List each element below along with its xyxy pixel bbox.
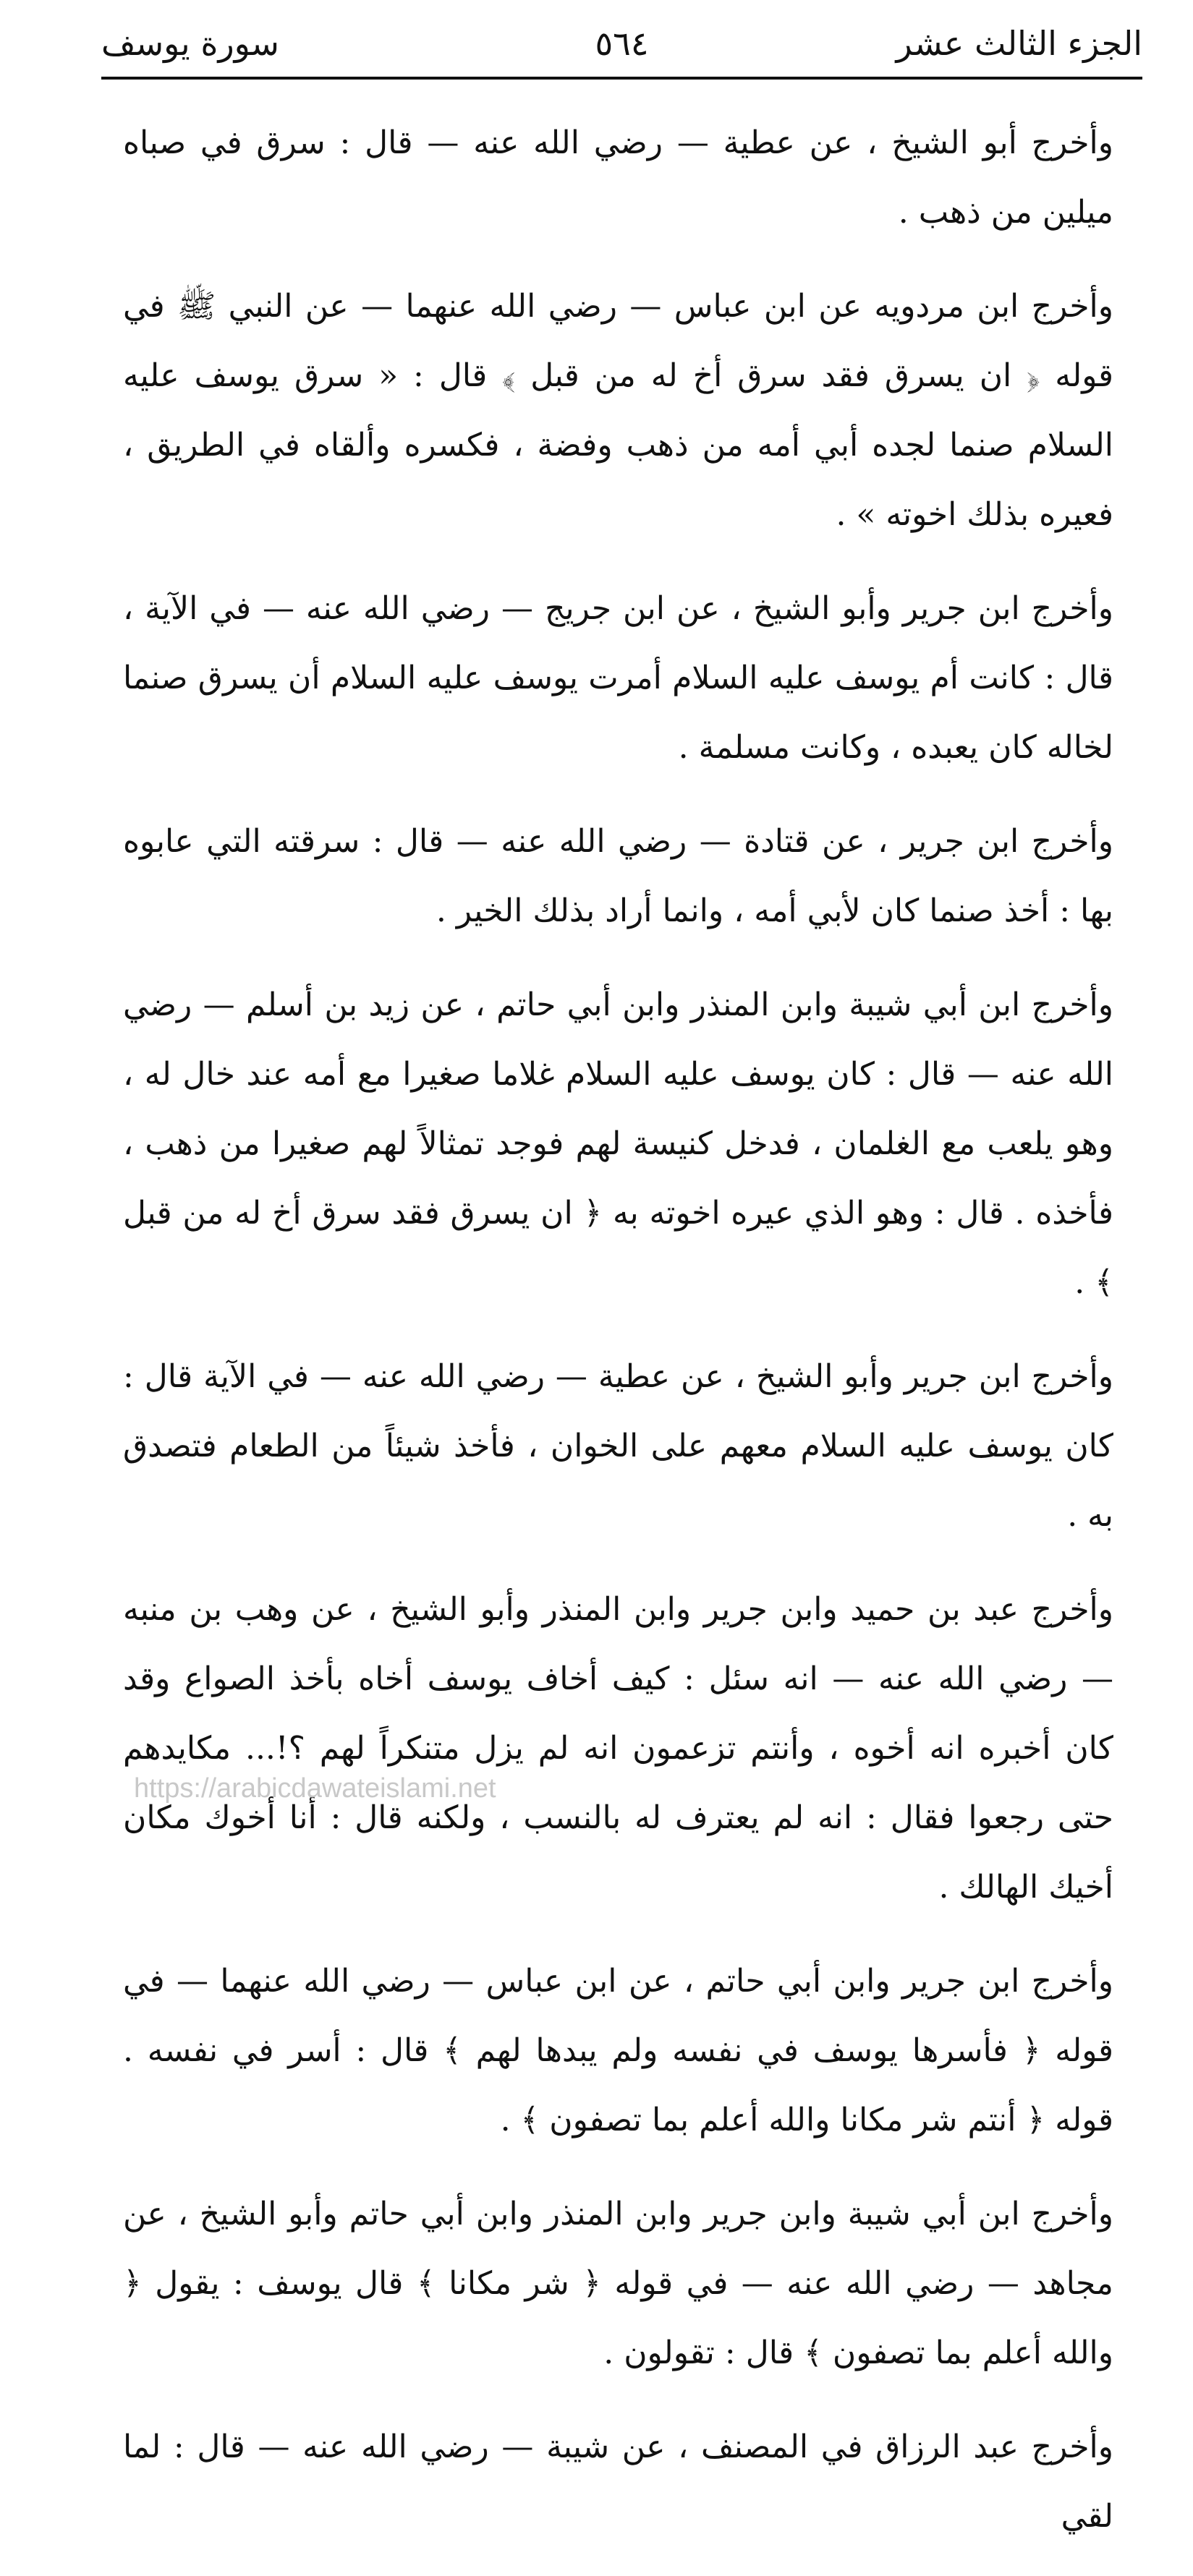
header-rule [101,77,1142,80]
paragraph: وأخرج أبو الشيخ ، عن عطية — رضي الله عنه — قال : سرق في صباه ميلين من ذهب . [123,124,1113,231]
paragraph: وأخرج عبد بن حميد وابن جرير وابن المنذر وأبو الشيخ ، عن وهب بن منبه — رضي الله عنه — انه سئل : كيف أخاف يوسف أخاه بأخذ الصواع وقد كان أخبره انه أخوه ، وأنتم تزعمون انه لم يزل متنكراً لهم ؟!... مكايدهم حتى رجعوا فقال : انه لم يعترف له بالنسب ، ولكنه قال : أنا أخوك مكان أخيك الهالك . [123,1591,1113,1906]
paragraph: وأخرج ابن جرير ، عن قتادة — رضي الله عنه — قال : سرقته التي عابوه بها : أخذ صنما كان لأبي أمه ، وانما أراد بذلك الخير . [123,823,1113,929]
paragraph: وأخرج عبد الرزاق في المصنف ، عن شيبة — رضي الله عنه — قال : لما لقي [123,2428,1113,2535]
part-title: الجزء الثالث عشر [896,24,1142,63]
paragraph: وأخرج ابن جرير وأبو الشيخ ، عن عطية — رضي الله عنه — في الآية قال : كان يوسف عليه السلام معهم على الخوان ، فأخذ شيئاً من الطعام فتصدق به . [123,1358,1113,1534]
page-header [101,18,1142,69]
page-number: ٥٦٤ [595,24,649,63]
paragraph: وأخرج ابن جرير وابن أبي حاتم ، عن ابن عباس — رضي الله عنهما — في قوله ﴿ فأسرها يوسف في نفسه ولم يبدها لهم ﴾ قال : أسر في نفسه . قوله ﴿ أنتم شر مكانا والله أعلم بما تصفون ﴾ . [123,1963,1113,2138]
page-body [123,108,1113,2576]
paragraph: وأخرج ابن أبي شيبة وابن المنذر وابن أبي حاتم ، عن زيد بن أسلم — رضي الله عنه — قال : كان يوسف عليه السلام غلاما صغيرا مع أمه عند خال له ، وهو يلعب مع الغلمان ، فدخل كنيسة لهم فوجد تمثالاً لهم صغيرا من ذهب ، فأخذه . قال : وهو الذي عيره اخوته به ﴿ ان يسرق فقد سرق أخ له من قبل ﴾ . [123,986,1113,1301]
surah-title: سورة يوسف [101,24,279,63]
paragraph: وأخرج ابن أبي شيبة وابن جرير وابن المنذر وابن أبي حاتم وأبو الشيخ ، عن مجاهد — رضي الله عنه — في قوله ﴿ شر مكانا ﴾ قال يوسف : يقول ﴿ والله أعلم بما تصفون ﴾ قال : تقولون . [123,2196,1113,2371]
source-watermark: https://arabicdawateislami.net [134,1773,496,1804]
paragraph: وأخرج ابن جرير وأبو الشيخ ، عن ابن جريج — رضي الله عنه — في الآية ، قال : كانت أم يوسف عليه السلام أمرت يوسف عليه السلام أن يسرق صنما لخاله كان يعبده ، وكانت مسلمة . [123,590,1113,766]
paragraph: وأخرج ابن مردويه عن ابن عباس — رضي الله عنهما — عن النبي ﷺ في قوله ﴿ ان يسرق فقد سرق أخ له من قبل ﴾ قال : « سرق يوسف عليه السلام صنما لجده أبي أمه من ذهب وفضة ، فكسره وألقاه في الطريق ، فعيره بذلك اخوته » . [123,288,1113,533]
